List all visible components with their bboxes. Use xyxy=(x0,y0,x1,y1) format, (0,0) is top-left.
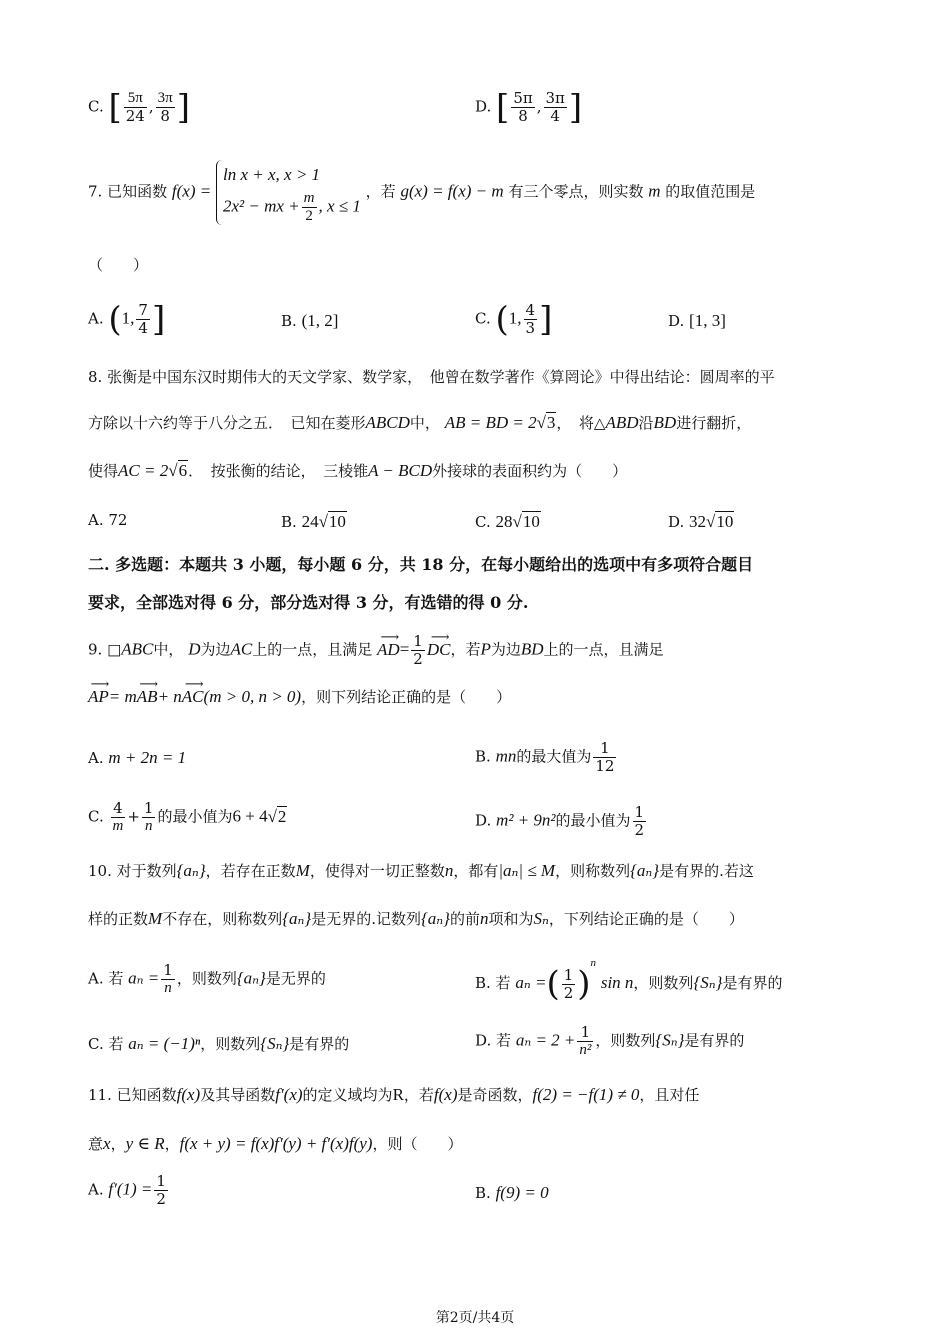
q9-line-1: 9. □ABC中， D为边AC上的一点，且满足 ⟶ AD= $\frac{1}{2}$ ⟶ DC，若P为边BD上的一点，且满足 xyxy=(88,633,664,668)
q9-option-b: B. mn的最大值为 $\frac{1}{12}$ xyxy=(475,739,615,775)
section-heading-cont: 要求，全部选对得 6 分，部分选对得 3 分，有选错的得 0 分. xyxy=(88,593,529,612)
section-heading: 二. 多选题：本题共 3 小题，每小题 6 分，共 18 分，在每小题给出的选项中有多项符合题目 xyxy=(88,555,754,574)
q10-option-d: D. 若 aₙ = 2 + $\frac{1}{\text{n²}}$ ，则数列{Sₙ}是有界的 xyxy=(475,1023,745,1058)
q11-line-1: 11. 已知函数f(x)及其导函数f′(x)的定义域均为R，若f(x)是奇函数，f(2) = −f(1) ≠ 0，且对任 xyxy=(88,1085,700,1104)
q7-paren: （ ） xyxy=(88,256,149,274)
q10-option-a: A. 若 aₙ = $\frac{1}{n}$ ，则数列{aₙ}是无界的 xyxy=(88,961,326,996)
option-label: D. xyxy=(475,97,492,116)
q9-option-a: A. m + 2n = 1 xyxy=(88,748,187,767)
q8-option-c: C. 28√10 xyxy=(475,512,540,531)
q6-option-c: C. [ $\frac{5\pi}{24}$ , $\frac{3\pi}{8}$ ] xyxy=(88,87,190,128)
q8-line-1: 8. 张衡是中国东汉时期伟大的天文学家、数学家， 他曾在数学著作《算罔论》中得出结论：圆周率的平 xyxy=(88,368,775,386)
q10-line-2: 样的正数M不存在，则称数列{aₙ}是无界的.记数列{aₙ}的前n项和为Sₙ，下列结论正确的是（ ） xyxy=(88,909,744,928)
q6-option-d: D. [ $\frac{5\pi}{8}$ , $\frac{3\pi}{4}$ ] xyxy=(475,87,583,128)
q8-option-d: D. 32√10 xyxy=(668,512,734,531)
q7-option-a: A. (1, $\frac{7}{4}$ ] xyxy=(88,299,166,340)
q7-option-d: D. [1, 3] xyxy=(668,311,726,330)
q10-line-1: 10. 对于数列{aₙ}，若存在正数M，使得对一切正整数n，都有|aₙ| ≤ M，则称数列{aₙ}是有界的.若这 xyxy=(88,861,754,880)
q11-line-2: 意x，y ∈ R，f(x + y) = f(x)f′(y) + f′(x)f(y)，则（ ） xyxy=(88,1134,463,1153)
q7-option-c: C. (1, $\frac{4}{3}$ ] xyxy=(475,299,553,340)
q8-option-a: A. 72 xyxy=(88,511,128,529)
q11-option-b: B. f(9) = 0 xyxy=(475,1183,549,1202)
q9-option-c: C. $\frac{4}{m}$ + $\frac{1}{n}$ 的最小值为6 + 4√2 xyxy=(88,799,287,834)
q9-line-2: ⟶ AP= m⟶ AB+ n⟶ AC(m > 0, n > 0)，则下列结论正确的是（ ） xyxy=(88,688,511,705)
q8-option-b: B. 24√10 xyxy=(281,512,346,531)
q8-line-3: 使得AC = 2√6． 按张衡的结论， 三棱锥A − BCD外接球的表面积约为（ ） xyxy=(88,461,628,480)
q9-option-d: D. m² + 9n²的最小值为 $\frac{1}{2}$ xyxy=(475,803,645,839)
q11-option-a: A. f′(1) = $\frac{1}{2}$ xyxy=(88,1172,166,1208)
page-number: 第2页/共4页 xyxy=(435,1310,515,1326)
option-label: C. xyxy=(88,97,104,116)
q10-option-b: B. 若 aₙ =( $\frac{1}{2}$ )$^n$ sin n，则数列{Sₙ}是有界的 xyxy=(475,957,783,1004)
q7-option-b: B. (1, 2] xyxy=(281,311,339,330)
q7-stem: 7. 已知函数 f(x) = ln x + x, x > 1 2x² − mx + $\frac{m}{2}$ , x ≤ 1 ，若 g(x) = f(x) − m 有三个零点，则实数 m 的取值范围是 xyxy=(88,160,755,225)
q8-line-2: 方除以十六约等于八分之五． 已知在菱形ABCD中， AB = BD = 2√3， 将△ABD沿BD进行翻折， xyxy=(88,413,752,432)
piecewise-function: ln x + x, x > 1 2x² − mx + $\frac{m}{2}$ , x ≤ 1 xyxy=(216,160,361,225)
q10-option-c: C. 若 aₙ = (−1)ⁿ，则数列{Sₙ}是有界的 xyxy=(88,1034,350,1053)
